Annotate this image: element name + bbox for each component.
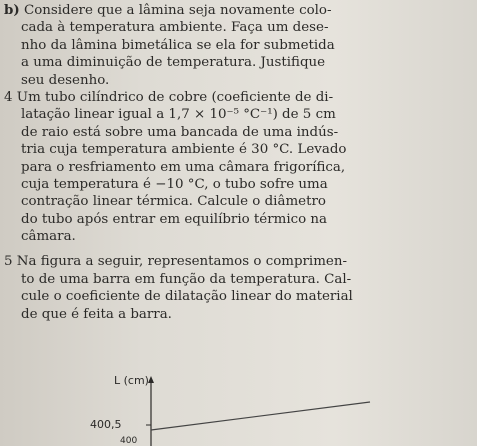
y-tick-label-400-5: 400,5: [90, 418, 122, 431]
length-temperature-graph: [80, 370, 380, 446]
q5-line-3: cule o coeficiente de dilatação linear do material: [21, 289, 353, 305]
q4-line-5: para o resfriamento em uma câmara frigorífica,: [21, 159, 346, 175]
y-axis-label: L (cm): [114, 374, 149, 387]
q5-line-2: to de uma barra em função da temperatura. Cal-: [21, 271, 352, 287]
q4-line-3: de raio está sobre uma bancada de uma indús-: [21, 124, 339, 140]
part-b-line-2: cada à temperatura ambiente. Faça um dese-: [21, 20, 329, 36]
q5-line-1: 5 Na figura a seguir, representamos o comprimen-: [4, 254, 347, 270]
q4-line-8: do tubo após entrar em equilíbrio térmico na: [21, 211, 328, 227]
y-tick-label-400: 400: [120, 436, 138, 446]
q4-line-7: contração linear térmica. Calcule o diâmetro: [21, 194, 326, 210]
part-b-line-4: a uma diminuição de temperatura. Justifique: [21, 55, 326, 71]
page-text: [4, 2, 466, 323]
q4-number: 4: [4, 89, 13, 105]
q5-line-4: de que é feita a barra.: [21, 306, 172, 322]
q4-line-4: tria cuja temperatura ambiente é 30 °C. Levado: [21, 142, 347, 158]
part-b-line-3: nho da lâmina bimetálica se ela for submetida: [21, 37, 335, 53]
part-b-line-5: seu desenho.: [21, 72, 110, 88]
q4-line-9: câmara.: [21, 229, 76, 245]
data-line: [151, 402, 370, 430]
q4-line-2: latação linear igual a 1,7 × 10⁻⁵ °C⁻¹) de 5 cm: [21, 107, 336, 123]
part-b-label: b): [4, 2, 20, 18]
part-b-line-1: b) Considere que a lâmina seja novamente colo-: [4, 2, 332, 18]
spacer: [4, 245, 466, 253]
q4-line-6: cuja temperatura é −10 °C, o tubo sofre uma: [21, 176, 328, 192]
q5-number: 5: [4, 254, 13, 270]
q4-line-1: 4 Um tubo cilíndrico de cobre (coeficiente de di-: [4, 89, 334, 105]
